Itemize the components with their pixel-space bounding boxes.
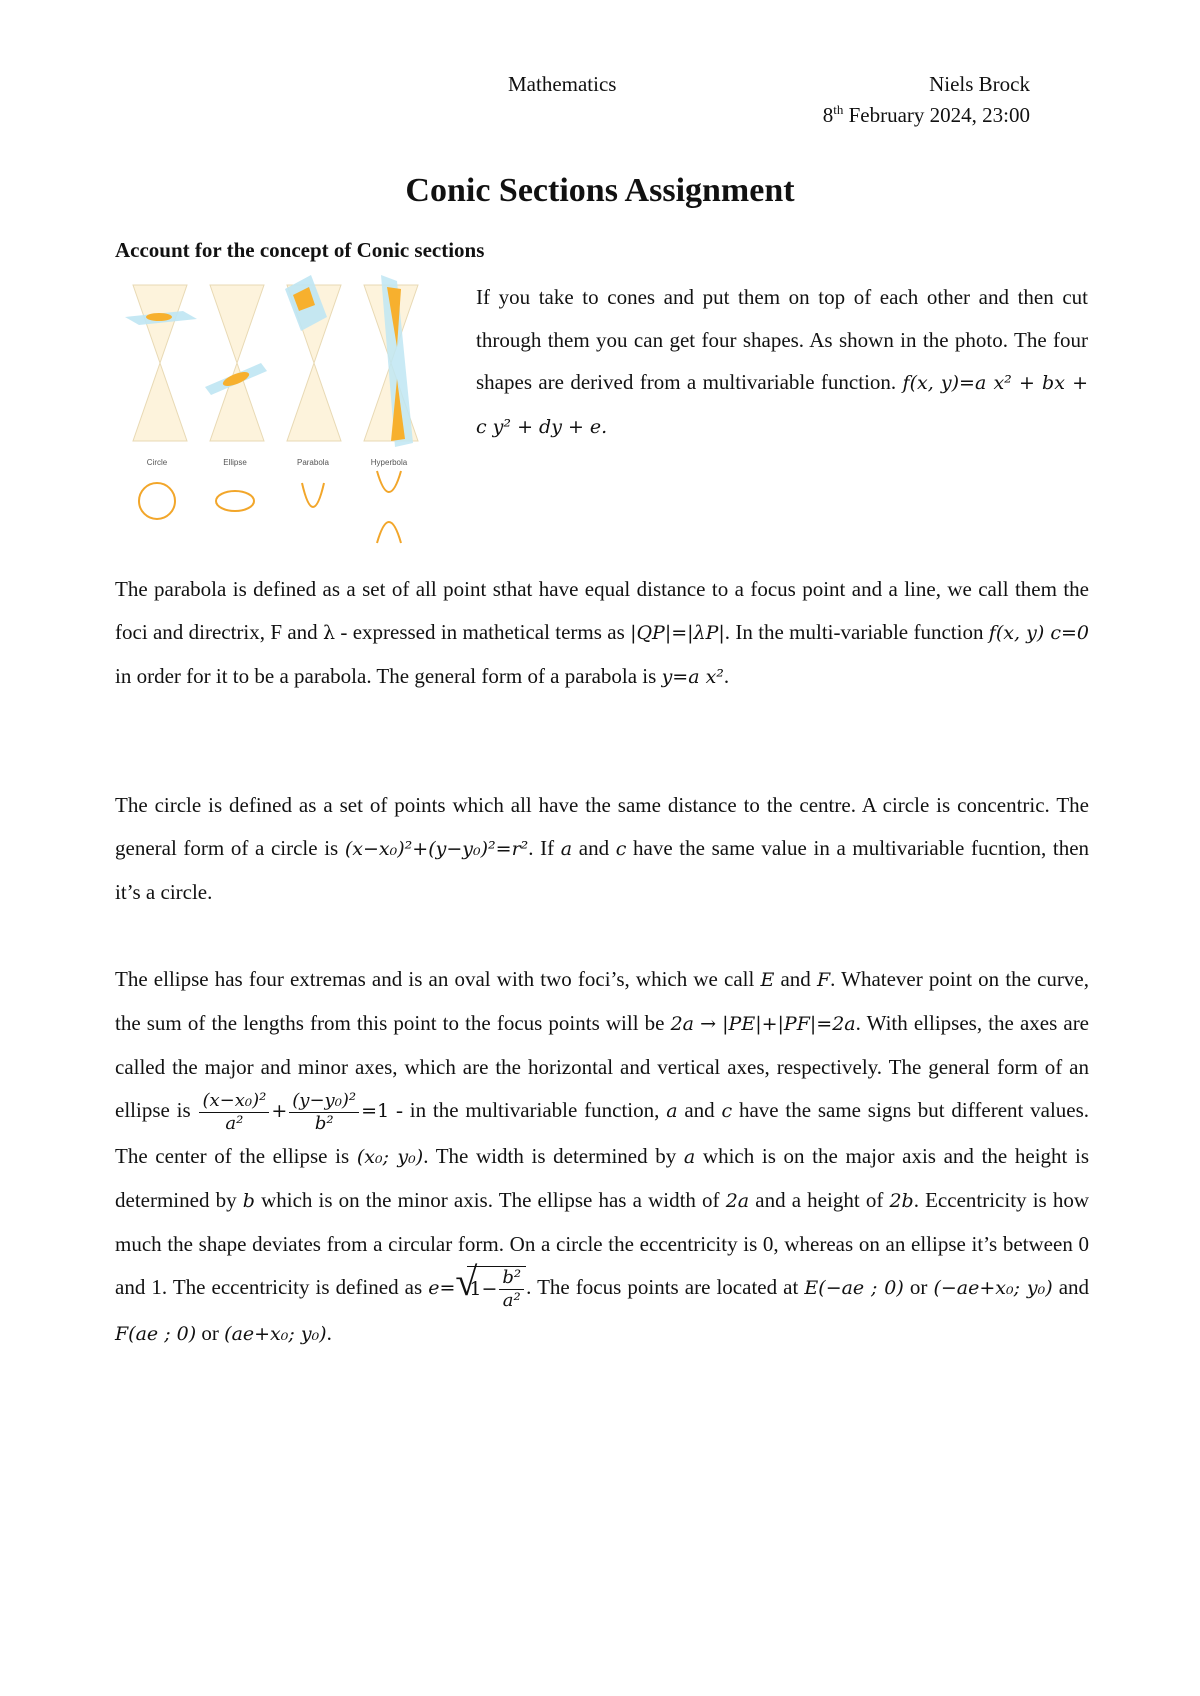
parabola-text-2: - expressed in mathetical terms as bbox=[340, 620, 625, 644]
conic-sections-figure bbox=[125, 275, 455, 545]
ellipse-var-E: E bbox=[760, 969, 775, 991]
ellipse-and: and bbox=[780, 967, 811, 991]
figure-label-hyperbola: Hyperbola bbox=[370, 458, 408, 467]
header-date bbox=[823, 102, 1030, 128]
intro-paragraph bbox=[476, 276, 1088, 448]
circle-text-2: . If bbox=[528, 836, 555, 860]
circle-paragraph bbox=[115, 784, 1089, 914]
ellipse-text-12: . The focus points are located at bbox=[526, 1274, 799, 1299]
ellipse-text-10: and a height of bbox=[755, 1187, 884, 1212]
ellipse-text-3: . With ellipses, the axes are called the major and minor axes, which are the horizontal and vertical axes, respectively. The general form of an ellipse is bbox=[115, 1011, 1090, 1122]
parabola-eq-1: |QP|=|λP| bbox=[630, 622, 725, 644]
focus-point-2: (−ae+x₀; y₀) bbox=[933, 1276, 1053, 1299]
ellipse-text-8: which is on the major axis and the height is determined by bbox=[115, 1143, 1090, 1212]
ellipse-var-a-2: a bbox=[683, 1145, 696, 1168]
date-day: 8 bbox=[822, 103, 834, 127]
page-title: Conic Sections Assignment bbox=[405, 172, 795, 209]
ellipse-width-2a: 2a bbox=[725, 1189, 750, 1212]
ecc-one: 1− bbox=[469, 1277, 498, 1300]
circle-shape bbox=[139, 483, 175, 519]
circle-text-4: have the same value in a multivariable fucntion, then it’s a circle. bbox=[115, 836, 1090, 904]
ellipse-center: (x₀; y₀) bbox=[356, 1145, 424, 1168]
parabola-shape bbox=[302, 483, 324, 507]
ellipse-shape bbox=[216, 491, 254, 511]
parabola-text-1: The parabola is defined as a set of all point sthat have equal distance to a focus point and a line, we call them the foci and directrix, F and bbox=[115, 577, 1089, 644]
ellipse-or-1: or bbox=[909, 1274, 928, 1299]
parabola-paragraph bbox=[115, 568, 1089, 699]
frac1-numerator: (x−x₀)² bbox=[199, 1090, 269, 1113]
figure-label-circle: Circle bbox=[146, 458, 168, 467]
parabola-text-3: . In the multi-variable function bbox=[724, 620, 984, 644]
circle-var-a: a bbox=[560, 838, 573, 860]
ellipse-and-2: and bbox=[1058, 1274, 1090, 1299]
date-suffix: th bbox=[833, 102, 844, 117]
ellipse-cone-illustration bbox=[205, 285, 267, 441]
date-rest: February 2024, 23:00 bbox=[843, 103, 1030, 127]
circle-text-3: and bbox=[578, 836, 610, 860]
ellipse-var-a: a bbox=[666, 1100, 678, 1122]
ecc-numerator: b² bbox=[499, 1267, 524, 1290]
ellipse-text-7: . The width is determined by bbox=[423, 1143, 677, 1168]
ellipse-plus: + bbox=[271, 1100, 288, 1122]
ellipse-var-c: c bbox=[721, 1100, 733, 1122]
ellipse-text-5: and bbox=[684, 1098, 715, 1122]
figure-label-ellipse: Ellipse bbox=[223, 458, 247, 467]
section-heading: Account for the concept of Conic sections bbox=[115, 238, 485, 262]
ellipse-text-6: have the same signs but different values. The center of the ellipse is bbox=[115, 1098, 1090, 1168]
focus-point-1: E(−ae ; 0) bbox=[804, 1276, 904, 1299]
parabola-text-4: in order for it to be a parabola. The general form of a parabola is bbox=[115, 664, 657, 688]
intro-formula: f(x, y)=a x² + bx + c y² + dy + e. bbox=[476, 372, 1089, 438]
intro-text: If you take to cones and put them on top of each other and then cut through them you can get four shapes. As shown in the photo. The four shapes are derived from a multivariable function. bbox=[476, 285, 1088, 394]
circle-cone-illustration bbox=[125, 285, 197, 441]
focus-point-3: F(ae ; 0) bbox=[115, 1323, 197, 1346]
parabola-lambda: λ bbox=[323, 622, 336, 644]
parabola-eq-3: y=a x² bbox=[661, 666, 724, 688]
focus-point-4: (ae+x₀; y₀) bbox=[224, 1323, 327, 1346]
circle-eq-1: (x−x₀)²+(y−y₀)²=r² bbox=[344, 838, 529, 860]
parabola-text-5: . bbox=[723, 664, 730, 688]
ellipse-two-a: 2a bbox=[670, 1013, 694, 1035]
ecc-frac bbox=[499, 1267, 524, 1312]
ellipse-text-11: . Eccentricity is how much the shape deviates from a circular form. On a circle the eccentricity is 0, whereas on an ellipse it’s between 0 and 1. The eccentricity is defined as bbox=[115, 1187, 1090, 1299]
ecc-sqrt bbox=[455, 1258, 526, 1313]
ellipse-end: . bbox=[326, 1321, 332, 1346]
ellipse-eq-end: =1 bbox=[361, 1100, 390, 1122]
hyperbola-shape-lower bbox=[377, 522, 401, 543]
ellipse-height-2b: 2b bbox=[889, 1189, 914, 1212]
frac1-denominator: a² bbox=[225, 1112, 244, 1134]
frac2-numerator: (y−y₀)² bbox=[289, 1090, 359, 1113]
ellipse-arrow: → bbox=[700, 1013, 717, 1035]
radical-sign: √ bbox=[455, 1258, 478, 1304]
figure-label-parabola: Parabola bbox=[296, 458, 330, 467]
ecc-lhs: e= bbox=[428, 1276, 456, 1299]
ecc-denominator: a² bbox=[502, 1290, 521, 1312]
ellipse-text-4: - in the multivariable function, bbox=[395, 1098, 660, 1122]
ellipse-frac-2 bbox=[289, 1090, 359, 1135]
ellipse-text-9: which is on the minor axis. The ellipse has a width of bbox=[261, 1187, 720, 1212]
circle-text-1: The circle is defined as a set of points which all have the same distance to the centre. A circle is concentric. The general form of a circle is bbox=[115, 793, 1089, 860]
ellipse-or-2: or bbox=[201, 1321, 219, 1346]
circle-var-c: c bbox=[615, 838, 627, 860]
hyperbola-shape-upper bbox=[377, 471, 401, 492]
hyperbola-cone-illustration bbox=[364, 275, 418, 447]
ellipse-frac-1 bbox=[199, 1090, 269, 1135]
header-subject: Mathematics bbox=[508, 72, 617, 96]
ellipse-text-2: . Whatever point on the curve, the sum of the lengths from this point to the focus points will be bbox=[115, 967, 1089, 1035]
parabola-cone-illustration bbox=[285, 275, 341, 441]
ellipse-eq-1: |PE|+|PF|=2a bbox=[722, 1013, 856, 1035]
ellipse-var-F: F bbox=[816, 969, 831, 991]
ellipse-var-b: b bbox=[242, 1189, 255, 1212]
ellipse-text-1: The ellipse has four extremas and is an oval with two foci’s, which we call bbox=[115, 967, 755, 991]
parabola-eq-2: f(x, y) c=0 bbox=[988, 622, 1090, 644]
frac2-denominator: b² bbox=[314, 1112, 334, 1134]
ellipse-paragraph bbox=[115, 958, 1089, 1356]
header-author: Niels Brock bbox=[929, 72, 1030, 96]
